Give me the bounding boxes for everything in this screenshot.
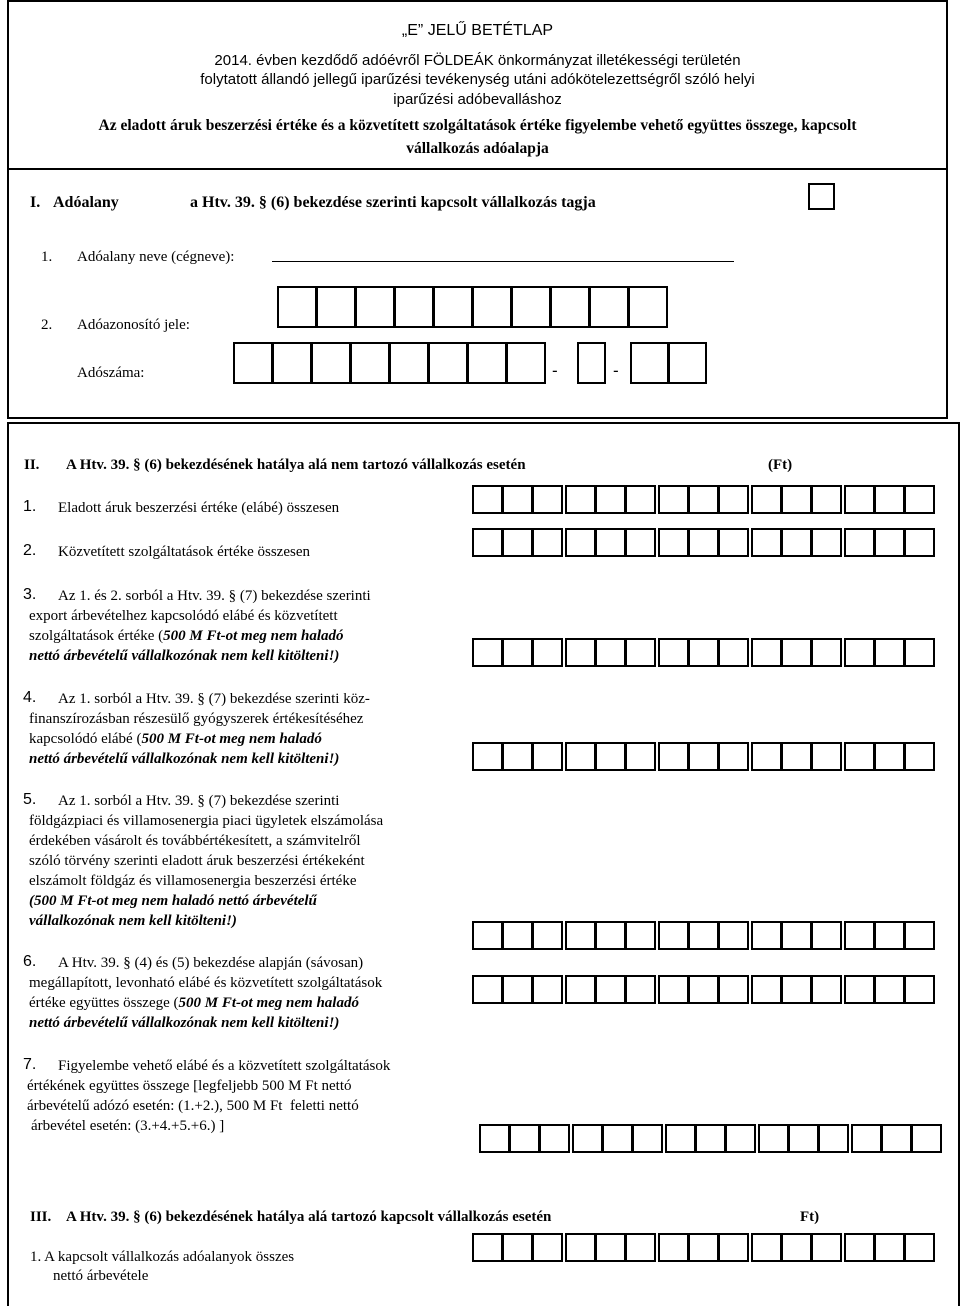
section-2-item-text-line: A Htv. 39. § (4) és (5) bekezdése alapján (sávosan) <box>58 955 364 971</box>
amount-digit-box[interactable] <box>595 528 626 557</box>
amount-digit-box[interactable] <box>718 742 749 771</box>
amount-digit-box[interactable] <box>532 1233 563 1262</box>
section-2-item-text-line: finanszírozásban részesülő gyógyszerek értékesítéséhez <box>29 711 364 727</box>
amount-digit-box[interactable] <box>725 1124 756 1153</box>
amount-digit-box[interactable] <box>751 1233 782 1262</box>
amount-digit-box[interactable] <box>502 485 533 514</box>
section-2-item-text-line: Figyelembe vehető elábé és a közvetített szolgáltatások <box>58 1058 391 1074</box>
amount-digit-box[interactable] <box>472 975 503 1004</box>
amount-digit-box[interactable] <box>874 975 905 1004</box>
amount-digit-box[interactable] <box>502 921 533 950</box>
amount-digit-box[interactable] <box>758 1124 789 1153</box>
taxid-digit-box[interactable] <box>628 286 668 328</box>
amount-digit-box[interactable] <box>818 1124 849 1153</box>
name-number: 1. <box>41 249 53 265</box>
amount-digit-box[interactable] <box>565 742 596 771</box>
header-line-2: folytatott állandó jellegű iparűzési tevékenység utáni adókötelezettségről szóló helyi <box>200 71 755 88</box>
taxnum-digit-box[interactable] <box>233 342 273 384</box>
section-2-item-text-line: megállapított, levonható elábé és közvetített szolgáltatások <box>29 975 383 991</box>
section-2-item-text-line: árbevételű adózó esetén: (1.+2.), 500 M Ft feletti nettó <box>27 1098 359 1114</box>
amount-digit-box[interactable] <box>904 975 935 1004</box>
amount-digit-box[interactable] <box>625 638 656 667</box>
amount-digit-box[interactable] <box>718 638 749 667</box>
amount-digit-box[interactable] <box>874 1233 905 1262</box>
taxnum-label: Adószáma: <box>77 365 145 381</box>
taxnum-digit-box[interactable] <box>389 342 429 384</box>
amount-digit-box[interactable] <box>781 485 812 514</box>
taxnum-dash-1: - <box>552 361 558 380</box>
amount-digit-box[interactable] <box>751 742 782 771</box>
section-3-roman: III. <box>30 1209 52 1225</box>
taxnum-digit-box[interactable] <box>428 342 468 384</box>
amount-digit-box[interactable] <box>688 485 719 514</box>
amount-digit-box[interactable] <box>781 638 812 667</box>
amount-digit-box[interactable] <box>565 638 596 667</box>
amount-digit-box[interactable] <box>718 485 749 514</box>
taxid-digit-box[interactable] <box>316 286 356 328</box>
section-2-item-number: 7. <box>23 1056 37 1073</box>
amount-digit-box[interactable] <box>595 638 626 667</box>
amount-digit-box[interactable] <box>811 921 842 950</box>
amount-digit-box[interactable] <box>632 1124 663 1153</box>
amount-digit-box[interactable] <box>751 921 782 950</box>
amount-digit-box[interactable] <box>532 975 563 1004</box>
amount-digit-box[interactable] <box>665 1124 696 1153</box>
taxnum-digit-box[interactable] <box>350 342 390 384</box>
amount-digit-box[interactable] <box>565 975 596 1004</box>
amount-digit-box[interactable] <box>625 921 656 950</box>
amount-digit-box[interactable] <box>565 921 596 950</box>
amount-digit-box[interactable] <box>625 485 656 514</box>
amount-digit-box[interactable] <box>688 528 719 557</box>
amount-digit-box[interactable] <box>718 921 749 950</box>
amount-digit-box[interactable] <box>502 638 533 667</box>
taxid-digit-box[interactable] <box>472 286 512 328</box>
amount-digit-box[interactable] <box>688 1233 719 1262</box>
section-1-heading: Adóalany <box>53 194 119 211</box>
section-2-item-text-line: érdekében vásárolt és továbbértékesített, a számvitelről <box>29 833 361 849</box>
amount-digit-box[interactable] <box>874 742 905 771</box>
amount-digit-box[interactable] <box>502 975 533 1004</box>
amount-digit-box[interactable] <box>532 921 563 950</box>
taxnum-dash-2: - <box>613 361 619 380</box>
amount-digit-box[interactable] <box>532 742 563 771</box>
amount-digit-box[interactable] <box>595 742 626 771</box>
amount-digit-box[interactable] <box>658 921 689 950</box>
section-1-member-text: a Htv. 39. § (6) bekezdése szerinti kapcsolt vállalkozás tagja <box>190 194 596 211</box>
subject-line-2: vállalkozás adóalapja <box>406 140 549 157</box>
amount-digit-box[interactable] <box>874 528 905 557</box>
amount-digit-box[interactable] <box>688 921 719 950</box>
amount-digit-box[interactable] <box>781 528 812 557</box>
amount-digit-box[interactable] <box>658 975 689 1004</box>
amount-digit-box[interactable] <box>718 528 749 557</box>
taxid-digit-box[interactable] <box>511 286 551 328</box>
taxnum-digit-box[interactable] <box>630 342 669 384</box>
amount-digit-box[interactable] <box>572 1124 603 1153</box>
section-2-item-text-line: (500 M Ft-ot meg nem haladó nettó árbevételű <box>29 893 317 909</box>
amount-digit-box[interactable] <box>904 528 935 557</box>
section-2-item-text-line: Közvetített szolgáltatások értéke összesen <box>58 544 310 560</box>
amount-digit-box[interactable] <box>811 485 842 514</box>
amount-digit-box[interactable] <box>781 975 812 1004</box>
amount-digit-box[interactable] <box>509 1124 540 1153</box>
taxnum-digit-box[interactable] <box>272 342 312 384</box>
section-2-item-number: 4. <box>23 689 37 706</box>
amount-digit-box[interactable] <box>695 1124 726 1153</box>
section-2-item-text-line: Az 1. és 2. sorból a Htv. 39. § (7) bekezdése szerinti <box>58 588 371 604</box>
amount-digit-box[interactable] <box>479 1124 510 1153</box>
amount-digit-box[interactable] <box>565 528 596 557</box>
taxid-label: Adóazonosító jele: <box>77 317 190 333</box>
form-title: „E” JELŰ BETÉTLAP <box>401 22 554 39</box>
amount-digit-box[interactable] <box>625 975 656 1004</box>
amount-digit-box[interactable] <box>688 975 719 1004</box>
section-2-item-text-line: értéke együttes összege (500 M Ft-ot meg nem haladó <box>29 995 359 1011</box>
amount-digit-box[interactable] <box>539 1124 570 1153</box>
amount-digit-box[interactable] <box>844 528 875 557</box>
amount-digit-box[interactable] <box>595 975 626 1004</box>
amount-digit-box[interactable] <box>472 921 503 950</box>
amount-digit-box[interactable] <box>472 528 503 557</box>
amount-digit-box[interactable] <box>658 528 689 557</box>
taxid-digit-box[interactable] <box>394 286 434 328</box>
name-label: Adóalany neve (cégneve): <box>77 249 235 265</box>
amount-digit-box[interactable] <box>532 638 563 667</box>
amount-digit-box[interactable] <box>781 921 812 950</box>
taxid-digit-box[interactable] <box>550 286 590 328</box>
section-2-item-text-line: kapcsolódó elábé (500 M Ft-ot meg nem haladó <box>29 731 322 747</box>
section-2-item-text-line: árbevétel esetén: (3.+4.+5.+6.) ] <box>31 1118 225 1134</box>
connected-member-checkbox[interactable] <box>808 183 835 210</box>
section-3-item-1-line-2: nettó árbevétele <box>53 1268 149 1284</box>
amount-digit-box[interactable] <box>751 638 782 667</box>
amount-digit-box[interactable] <box>874 485 905 514</box>
amount-digit-box[interactable] <box>881 1124 912 1153</box>
taxnum-digit-box[interactable] <box>577 342 606 384</box>
amount-digit-box[interactable] <box>904 638 935 667</box>
taxid-digit-box[interactable] <box>277 286 317 328</box>
section-2-item-number: 6. <box>23 953 37 970</box>
amount-digit-box[interactable] <box>874 921 905 950</box>
taxnum-digit-box[interactable] <box>668 342 707 384</box>
amount-digit-box[interactable] <box>625 742 656 771</box>
amount-digit-box[interactable] <box>718 975 749 1004</box>
section-2-item-text-line: földgázpiaci és villamosenergia piaci ügyletek elszámolása <box>29 813 384 829</box>
section-1-roman: I. <box>30 194 41 211</box>
section-2-roman: II. <box>24 457 40 473</box>
section-2-item-text-line: Az 1. sorból a Htv. 39. § (7) bekezdése szerinti <box>58 793 340 809</box>
amount-digit-box[interactable] <box>911 1124 942 1153</box>
amount-digit-box[interactable] <box>502 528 533 557</box>
amount-digit-box[interactable] <box>844 742 875 771</box>
taxid-digit-box[interactable] <box>433 286 473 328</box>
amount-digit-box[interactable] <box>688 638 719 667</box>
section-2-item-text-line: értékének együttes összege [legfeljebb 500 M Ft nettó <box>27 1078 352 1094</box>
amount-digit-box[interactable] <box>565 485 596 514</box>
amount-digit-box[interactable] <box>904 485 935 514</box>
amount-digit-box[interactable] <box>595 1233 626 1262</box>
amount-digit-box[interactable] <box>781 742 812 771</box>
section-2-item-text-line: vállalkozónak nem kell kitölteni!) <box>29 913 237 929</box>
amount-digit-box[interactable] <box>904 742 935 771</box>
amount-digit-box[interactable] <box>844 921 875 950</box>
amount-digit-box[interactable] <box>502 742 533 771</box>
amount-digit-box[interactable] <box>658 485 689 514</box>
section-2-item-number: 5. <box>23 791 37 808</box>
amount-digit-box[interactable] <box>688 742 719 771</box>
section-2-item-text-line: Az 1. sorból a Htv. 39. § (7) bekezdése szerinti köz- <box>58 691 370 707</box>
amount-digit-box[interactable] <box>472 485 503 514</box>
amount-digit-box[interactable] <box>595 485 626 514</box>
amount-digit-box[interactable] <box>565 1233 596 1262</box>
taxid-number: 2. <box>41 317 53 333</box>
amount-digit-box[interactable] <box>595 921 626 950</box>
section-2-item-text-line: elszámolt földgáz és villamosenergia beszerzési értéke <box>29 873 357 889</box>
section-2-item-text-line: export árbevételhez kapcsolódó elábé és közvetített <box>29 608 338 624</box>
amount-digit-box[interactable] <box>658 742 689 771</box>
amount-digit-box[interactable] <box>625 528 656 557</box>
section-2-item-text-line: szóló törvény szerinti eladott áruk beszerzési értékeként <box>29 853 365 869</box>
amount-digit-box[interactable] <box>472 638 503 667</box>
amount-digit-box[interactable] <box>851 1124 882 1153</box>
section-3-heading: A Htv. 39. § (6) bekezdésének hatálya alá tartozó kapcsolt vállalkozás esetén <box>66 1209 552 1225</box>
amount-digit-box[interactable] <box>751 528 782 557</box>
amount-digit-box[interactable] <box>625 1233 656 1262</box>
amount-digit-box[interactable] <box>751 485 782 514</box>
amount-digit-box[interactable] <box>811 742 842 771</box>
section-2-item-text-line: szolgáltatások értéke (500 M Ft-ot meg nem haladó <box>29 628 344 644</box>
section-2-item-number: 1. <box>23 498 37 515</box>
amount-digit-box[interactable] <box>811 1233 842 1262</box>
amount-digit-box[interactable] <box>811 638 842 667</box>
section-2-item-text-line: nettó árbevételű vállalkozónak nem kell kitölteni!) <box>29 751 340 767</box>
subject-line-1: Az eladott áruk beszerzési értéke és a közvetített szolgáltatások értéke figyelembe vehető együttes összege, kapcsolt <box>98 117 857 134</box>
amount-digit-box[interactable] <box>844 638 875 667</box>
section-2-item-text-line: Eladott áruk beszerzési értéke (elábé) összesen <box>58 500 340 516</box>
amount-digit-box[interactable] <box>874 638 905 667</box>
amount-digit-box[interactable] <box>532 528 563 557</box>
amount-digit-box[interactable] <box>844 1233 875 1262</box>
name-field[interactable] <box>272 261 734 262</box>
amount-digit-box[interactable] <box>781 1233 812 1262</box>
taxnum-digit-box[interactable] <box>506 342 546 384</box>
amount-digit-box[interactable] <box>844 975 875 1004</box>
amount-digit-box[interactable] <box>658 638 689 667</box>
amount-digit-box[interactable] <box>718 1233 749 1262</box>
amount-digit-box[interactable] <box>658 1233 689 1262</box>
section-2-item-text-line: nettó árbevételű vállalkozónak nem kell kitölteni!) <box>29 1015 340 1031</box>
amount-digit-box[interactable] <box>502 1233 533 1262</box>
amount-digit-box[interactable] <box>904 921 935 950</box>
section-2-item-number: 2. <box>23 542 37 559</box>
amount-digit-box[interactable] <box>811 528 842 557</box>
header-line-1: 2014. évben kezdődő adóévről FÖLDEÁK önkormányzat illetékességi területén <box>214 52 741 69</box>
taxnum-digit-box[interactable] <box>467 342 507 384</box>
taxnum-digit-box[interactable] <box>311 342 351 384</box>
amount-digit-box[interactable] <box>602 1124 633 1153</box>
amount-digit-box[interactable] <box>751 975 782 1004</box>
section-3-item-1-line-1: 1. A kapcsolt vállalkozás adóalanyok összes <box>30 1249 295 1265</box>
amount-digit-box[interactable] <box>532 485 563 514</box>
amount-digit-box[interactable] <box>788 1124 819 1153</box>
section-2-unit: (Ft) <box>768 457 793 473</box>
section-2-heading: A Htv. 39. § (6) bekezdésének hatálya alá nem tartozó vállalkozás esetén <box>66 457 526 473</box>
taxid-digit-box[interactable] <box>355 286 395 328</box>
amount-digit-box[interactable] <box>472 742 503 771</box>
taxid-digit-box[interactable] <box>589 286 629 328</box>
header-line-3: iparűzési adóbevalláshoz <box>393 91 562 108</box>
amount-digit-box[interactable] <box>844 485 875 514</box>
section-3-unit: Ft) <box>800 1209 820 1225</box>
section-2-item-text-line: nettó árbevételű vállalkozónak nem kell kitölteni!) <box>29 648 340 664</box>
amount-digit-box[interactable] <box>472 1233 503 1262</box>
section-2-item-number: 3. <box>23 586 37 603</box>
amount-digit-box[interactable] <box>904 1233 935 1262</box>
amount-digit-box[interactable] <box>811 975 842 1004</box>
